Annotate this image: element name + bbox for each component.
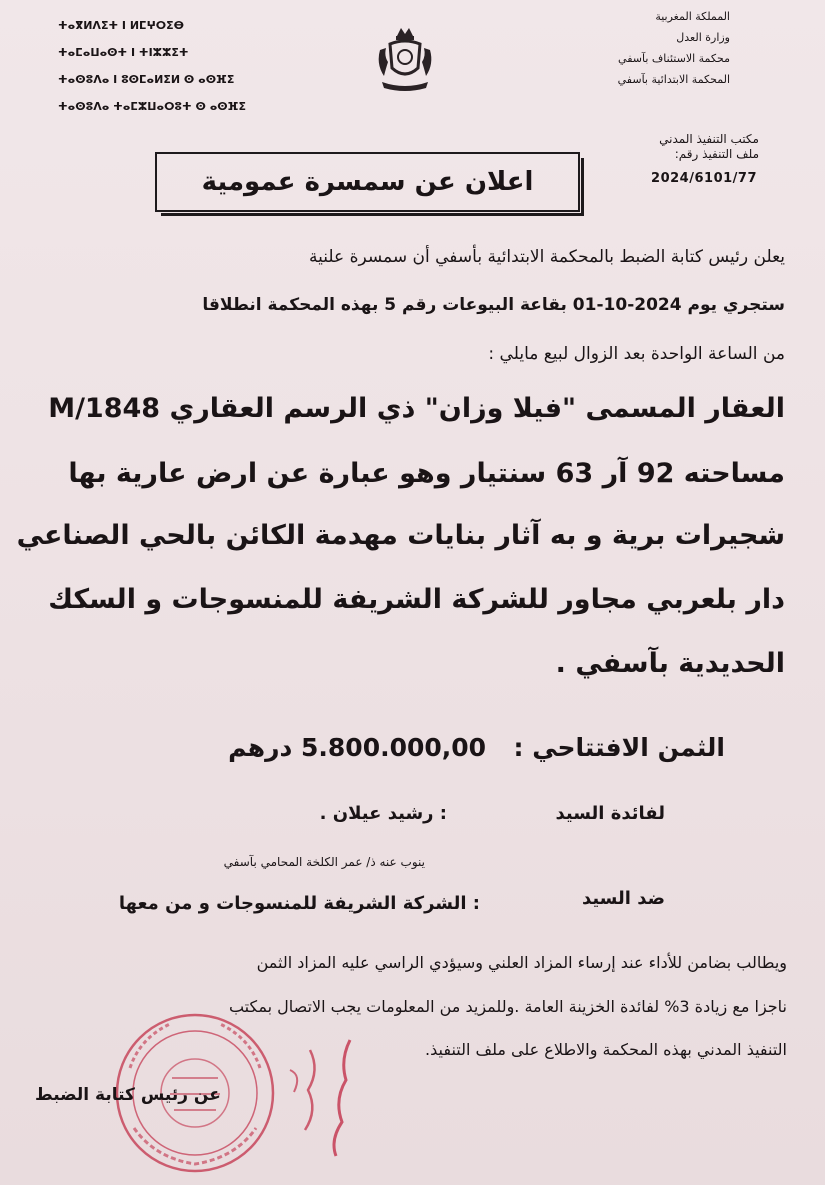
header-line-first-instance-court: المحكمة الابتدائية بآسفي	[617, 73, 730, 86]
footer-line-1: ويطالب بضامن للأداء عند إرساء المزاد العلني وسيؤدي الراسي عليه المزاد الثمن	[256, 953, 787, 972]
header-arabic	[510, 6, 730, 90]
header-tz-line-4: ⵜⴰⵙⵓⴷⴰ ⵜⴰⵎⵣⵡⴰⵔⵓⵜ ⵙ ⴰⵙⴼⵉ	[58, 100, 247, 113]
intro-line-2: ستجري يوم 2024-10-01 بقاعة البيوعات رقم 5 بهذه المحكمة انطلاقا	[202, 295, 785, 315]
opening-price	[228, 733, 725, 762]
beneficiary-name: : رشيد عيلان .	[319, 803, 447, 824]
against-label: ضد السيد	[581, 888, 665, 909]
document-title: اعلان عن سمسرة عمومية	[201, 167, 534, 197]
file-label: ملف التنفيذ رقم:	[674, 147, 759, 161]
property-line-5: الحديدية بآسفي .	[555, 648, 785, 679]
header-tz-line-2: ⵜⴰⵎⴰⵡⴰⵙⵜ ⵏ ⵜⵏⵣⵣⵉⵜ	[58, 46, 189, 59]
header-line-appeal-court: محكمة الاستئناف بآسفي	[618, 52, 730, 65]
beneficiary-label: لفائدة السيد	[555, 803, 665, 824]
footer-line-3: التنفيذ المدني بهذه المحكمة والاطلاع على ملف التنفيذ.	[425, 1040, 787, 1059]
office-name: مكتب التنفيذ المدني	[659, 132, 759, 146]
property-line-4: دار بلعربي مجاور للشركة الشريفة للمنسوجات و السكك	[48, 584, 785, 615]
file-number: 2024/6101/77	[651, 171, 757, 186]
against-name: : الشركة الشريفة للمنسوجات و من معها	[118, 893, 480, 914]
representative-note: ينوب عنه ذ/ عمر الكلخة المحامي بآسفي	[223, 855, 425, 869]
footer-line-2: ناجزا مع زيادة 3% لفائدة الخزينة العامة .وللمزيد من المعلومات يجب الاتصال بمكتب	[228, 997, 787, 1016]
price-label: الثمن الافتتاحي :	[513, 733, 725, 762]
property-line-3: شجيرات برية و به آثار بنايات مهدمة الكائن بالحي الصناعي	[16, 520, 785, 551]
header-line-ministry: وزارة العدل	[676, 31, 730, 44]
handwritten-signature-icon	[250, 1030, 380, 1160]
header-tz-line-1: ⵜⴰⴳⵍⴷⵉⵜ ⵏ ⵍⵎⵖⵔⵉⴱ	[58, 19, 185, 32]
property-line-1: العقار المسمى "فيلا وزان" ذي الرسم العقاري M/1848	[48, 393, 785, 424]
title-box	[155, 152, 580, 212]
intro-line-3: من الساعة الواحدة بعد الزوال لبيع مايلي :	[488, 344, 785, 364]
header-tifinagh	[58, 12, 308, 120]
royal-emblem-icon	[372, 24, 438, 96]
property-line-2: مساحته 92 آر 63 سنتيار وهو عبارة عن ارض عارية بها	[68, 458, 785, 489]
header-line-kingdom: المملكة المغربية	[655, 10, 730, 23]
intro-line-1: يعلن رئيس كتابة الضبط بالمحكمة الابتدائية بأسفي أن سمسرة علنية	[309, 247, 785, 267]
signature-line: عن رئيس كتابة الضبط	[35, 1085, 221, 1105]
header-tz-line-3: ⵜⴰⵙⵓⴷⴰ ⵏ ⵓⵙⵎⴰⵍⵉⵍ ⵙ ⴰⵙⴼⵉ	[58, 73, 235, 86]
price-value: 5.800.000,00 درهم	[228, 733, 487, 762]
